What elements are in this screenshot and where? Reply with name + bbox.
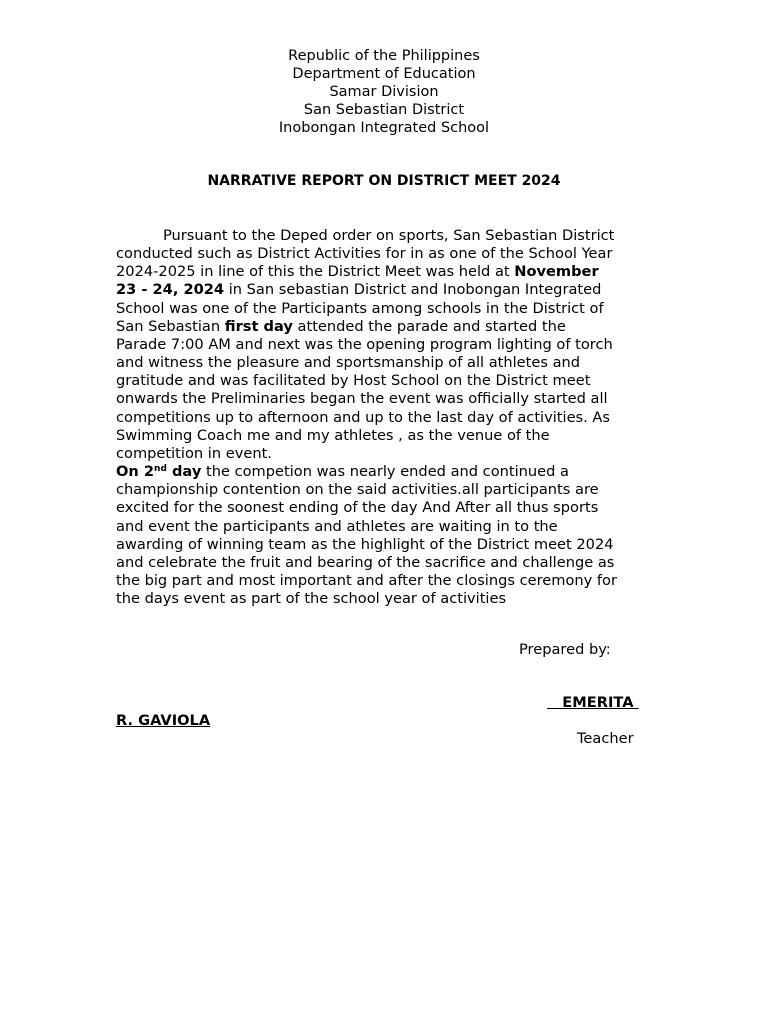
paragraph-line: the days event as part of the school year of activities (116, 590, 507, 608)
paragraph-line: conducted such as District Activities for in as one of the School Year (116, 245, 613, 263)
paragraph-line (116, 463, 656, 481)
paragraph-line: the big part and most important and after the closings ceremony for (116, 571, 617, 589)
signatory-first-name: EMERITA (547, 694, 639, 711)
paragraph-text: the competion was nearly ended and continued a (201, 463, 569, 481)
paragraph-text: 2024-2025 in line of this the District Meet was held at (116, 263, 515, 281)
report-body (116, 227, 656, 608)
letterhead-department: Department of Education (292, 66, 476, 82)
paragraph-line: championship contention on the said activities.all participants are (116, 481, 599, 499)
paragraph-line: excited for the soonest ending of the day And After all thus sports (116, 499, 599, 517)
letterhead-division: Samar Division (329, 84, 439, 100)
paragraph-text: attended the parade and started the (292, 317, 566, 335)
second-day-label (116, 463, 201, 480)
signatory-position: Teacher (577, 730, 634, 747)
paragraph-line (116, 318, 656, 336)
letterhead-country: Republic of the Philippines (288, 48, 480, 64)
paragraph-line (116, 281, 656, 299)
paragraph-line: awarding of winning team as the highlight of the District meet 2024 (116, 535, 614, 553)
paragraph-line: and witness the pleasure and sportsmanship of all athletes and (116, 354, 581, 372)
paragraph-line (116, 263, 656, 281)
letterhead (0, 47, 768, 137)
paragraph-line: Pursuant to the Deped order on sports, San Sebastian District (163, 227, 615, 244)
paragraph-line: School was one of the Participants among schools in the District of (116, 299, 604, 317)
first-day-label: first day (224, 317, 293, 335)
paragraph-line: and celebrate the fruit and bearing of the sacrifice and challenge as (116, 553, 615, 571)
signatory-last-name: R. GAVIOLA (116, 712, 211, 729)
second-day-text: day (166, 463, 202, 481)
second-day-text: On 2 (116, 463, 155, 481)
paragraph-line: gratitude and was facilitated by Host School on the District meet (116, 372, 591, 390)
paragraph-text: in San sebastian District and Inobongan Integrated (224, 281, 602, 299)
ordinal-suffix: nd (154, 464, 167, 475)
paragraph-line: Swimming Coach me and my athletes , as the venue of the (116, 426, 550, 444)
event-date-end: 23 - 24, 2024 (116, 281, 225, 299)
paragraph-line: onwards the Preliminaries began the event was officially started all (116, 390, 608, 408)
paragraph-text: San Sebastian (116, 317, 225, 335)
paragraph-line: Parade 7:00 AM and next was the opening program lighting of torch (116, 335, 613, 353)
letterhead-school: Inobongan Integrated School (278, 120, 490, 136)
paragraph-line: competition in event. (116, 444, 272, 462)
letterhead-district: San Sebastian District (303, 102, 465, 118)
event-date-start: November (514, 263, 599, 281)
paragraph-line: competitions up to afternoon and up to the last day of activities. As (116, 408, 611, 426)
paragraph-line: and event the participants and athletes are waiting in to the (116, 517, 558, 535)
prepared-by-label: Prepared by: (519, 641, 611, 658)
report-title: NARRATIVE REPORT ON DISTRICT MEET 2024 (207, 173, 561, 189)
